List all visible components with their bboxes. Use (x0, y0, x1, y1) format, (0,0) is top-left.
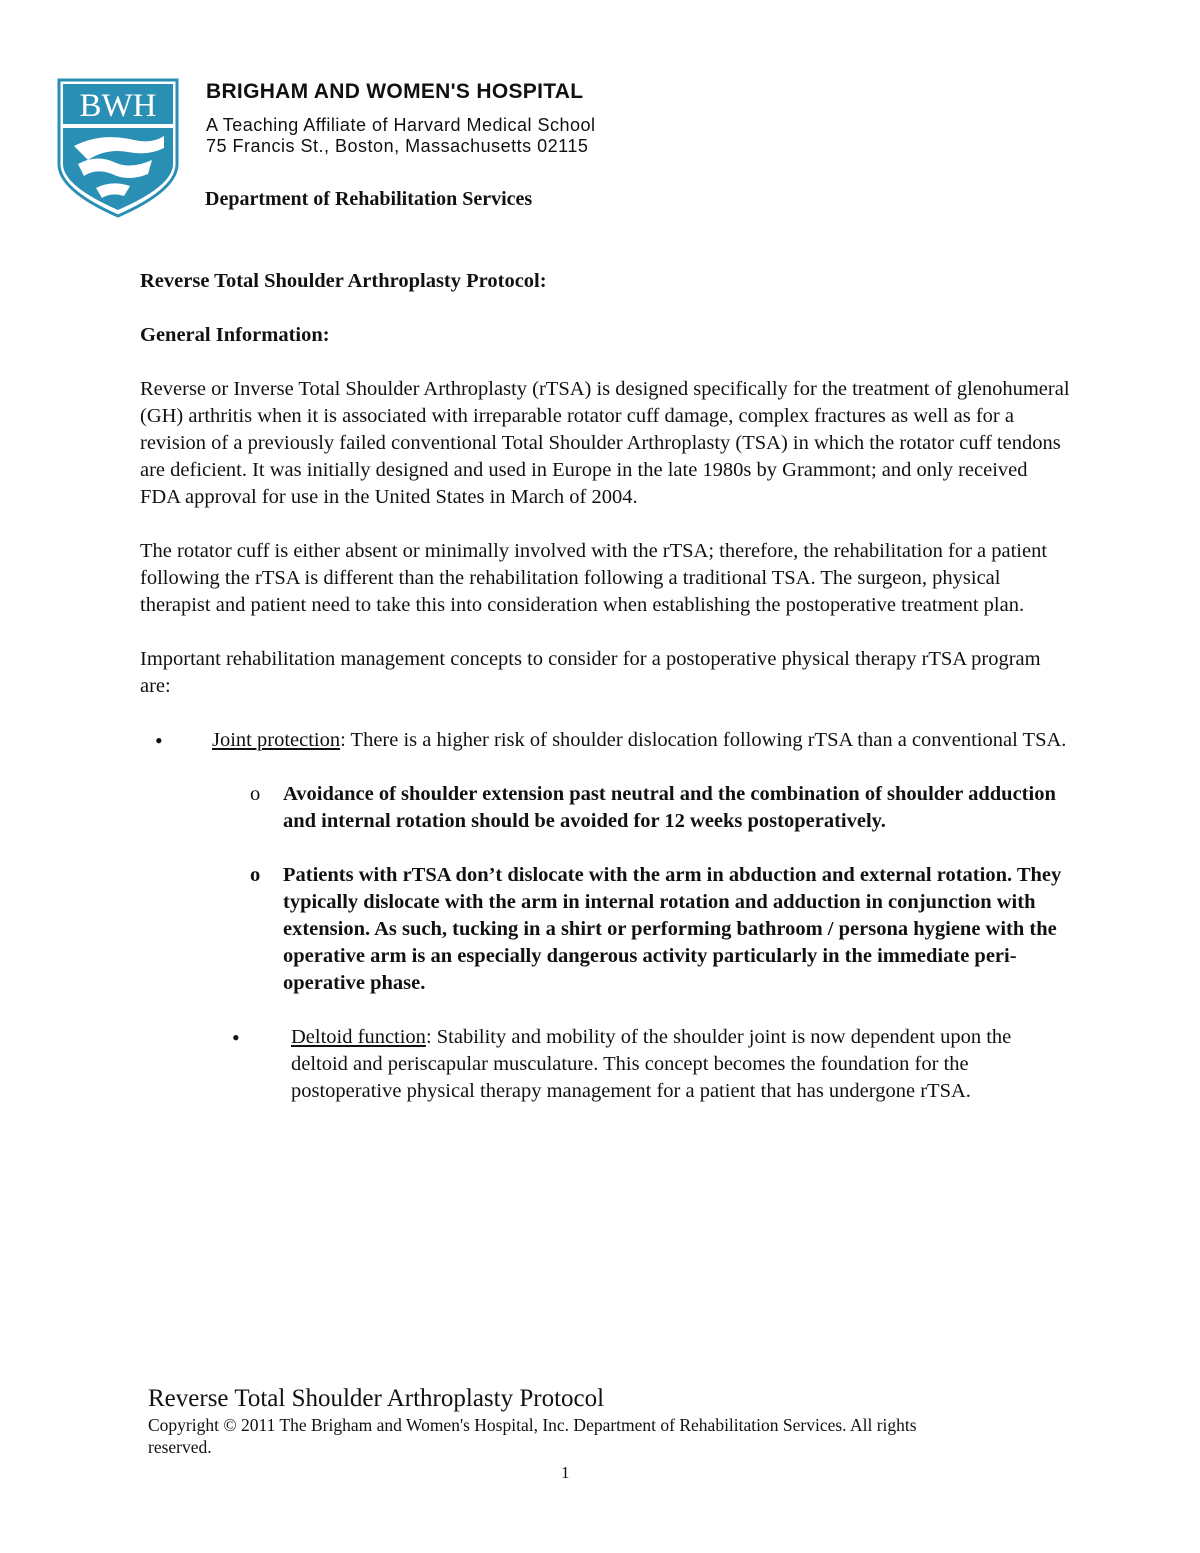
document-title: Reverse Total Shoulder Arthroplasty Protocol: (140, 270, 547, 292)
sub-bullet-avoidance (250, 781, 1070, 835)
bullet-text: : Stability and mobility of the shoulder joint is now dependent upon the deltoid and periscapular musculature. This concept becomes the foundation for the postoperative physical therapy management for a patient that has undergone rTSA. (291, 1026, 1012, 1102)
paragraph-concepts: Important rehabilitation management concepts to consider for a postoperative physical therapy rTSA program are: (140, 648, 1041, 697)
page-number: 1 (561, 1463, 570, 1482)
hospital-name: BRIGHAM AND WOMEN'S HOSPITAL (206, 80, 584, 103)
bullet-term: Joint protection (212, 729, 341, 751)
svg-text:BWH: BWH (79, 88, 157, 124)
document-body (140, 268, 1070, 1105)
bullet-deltoid-function (232, 1024, 1070, 1105)
bullet-text: : There is a higher risk of shoulder dislocation following rTSA than a conventional TSA. (340, 729, 1067, 751)
footer-title: Reverse Total Shoulder Arthroplasty Protocol (148, 1385, 605, 1412)
bullet-joint-protection (155, 727, 1070, 754)
footer-copyright: Copyright © 2011 The Brigham and Women's Hospital, Inc. Department of Rehabilitation Services. All rights reserved. (148, 1415, 917, 1457)
paragraph-rotator-cuff: The rotator cuff is either absent or minimally involved with the rTSA; therefore, the rehabilitation for a patient following the rTSA is different than the rehabilitation following a traditional TSA. The surgeon, physical therapist and patient need to take this into consideration when establishing the postoperative treatment plan. (140, 540, 1048, 616)
bullet-term: Deltoid function (291, 1026, 426, 1048)
bwh-logo (56, 78, 180, 218)
section-heading: General Information: (140, 324, 330, 346)
bullet-symbol: • (232, 1025, 240, 1050)
hospital-address: 75 Francis St., Boston, Massachusetts 02115 (206, 136, 589, 156)
department-name: Department of Rehabilitation Services (205, 188, 533, 210)
sub-bullet-symbol: o (250, 864, 261, 886)
sub-bullet-symbol: o (250, 783, 261, 805)
hospital-affiliation: A Teaching Affiliate of Harvard Medical School (206, 115, 596, 135)
sub-bullet-text: Avoidance of shoulder extension past neutral and the combination of shoulder adduction and internal rotation should be avoided for 12 weeks postoperatively. (283, 783, 1056, 832)
sub-bullet-text: Patients with rTSA don’t dislocate with the arm in abduction and external rotation. They typically dislocate with the arm in internal rotation and adduction in conjunction with extension. As such, tucking in a shirt or performing bathroom / persona hygiene with the operative arm is an especially dangerous activity particularly in the immediate peri-operative phase. (283, 864, 1062, 994)
paragraph-intro: Reverse or Inverse Total Shoulder Arthroplasty (rTSA) is designed specifically for the treatment of glenohumeral (GH) arthritis when it is associated with irreparable rotator cuff damage, complex fractures as well as for a revision of a previously failed conventional Total Shoulder Arthroplasty (TSA) in which the rotator cuff tendons are deficient. It was initially designed and used in Europe in the late 1980s by Grammont; and only received FDA approval for use in the United States in March of 2004. (140, 378, 1070, 508)
sub-bullet-dislocation (250, 862, 1070, 997)
bullet-symbol: • (155, 728, 163, 753)
